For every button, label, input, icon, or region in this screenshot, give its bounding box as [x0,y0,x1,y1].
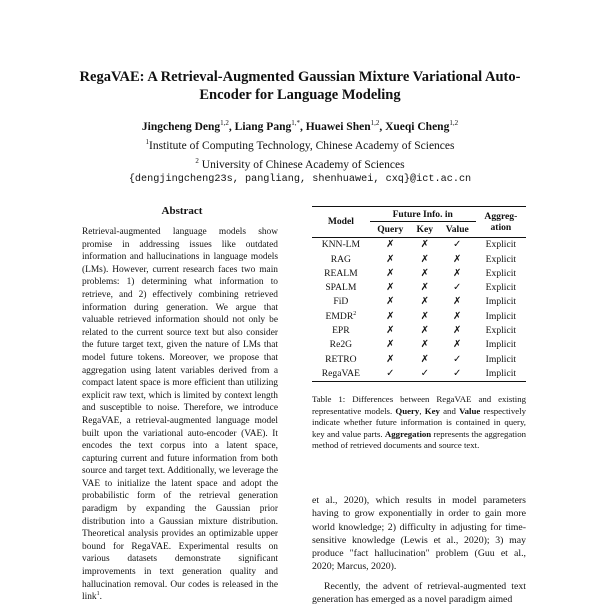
author-names: Jingcheng Deng$^{1,2}$, Liang Pang$^{1,*}$, Huawei Shen$^{1,2}$, Xueqi Cheng$^{1,2}$ [141,119,459,133]
cell-query: ✗ [386,267,395,279]
author-name: Jingcheng Deng [141,120,221,133]
table-caption: Table 1: Differences between RegaVAE and existing representative models. Query, Key and Value respectively indicate whether future information is contained in query, key and value parts. Aggregation represents the aggregation method of retrieved documents and source text. [312,394,526,451]
cell-query: ✗ [370,237,411,252]
author-affil-mark: 1,2 [449,119,459,127]
affiliation-1: $^1$Institute of Computing Technology, Chinese Academy of Sciences [145,137,455,152]
cell-key: ✗ [420,267,429,279]
author-affil-mark: 1,* [291,119,300,127]
cell-value: ✗ [453,310,462,322]
col-header-value: Value [445,223,469,235]
cell-query: ✗ [386,253,395,265]
comparison-table [312,206,526,382]
cell-aggregation: Implicit [476,366,526,381]
paragraph: Recently, the advent of retrieval-augmented text generation has emerged as a novel paradigm aimed [312,580,526,606]
abstract-heading: Abstract [161,205,203,217]
cell-key: ✗ [411,237,439,252]
table-row [312,266,526,280]
table-row [312,237,526,252]
col-header-future-info: Future Info. in [370,207,476,222]
cell-model: RETRO [325,353,357,365]
cell-aggregation: Implicit [485,353,517,365]
cell-value: ✗ [453,339,462,351]
cell-value: ✓ [439,237,476,252]
body-text [312,494,526,612]
cell-query: ✗ [386,282,395,294]
cell-value: ✓ [453,353,462,365]
author-name: Liang Pang [234,120,292,133]
cell-model: REALM [324,267,358,279]
footnote-link-mark[interactable]: 1 [96,591,100,598]
author-affil-mark: 1,2 [220,119,229,127]
author-affil-mark: 1,2 [370,119,380,127]
author-emails: {dengjingcheng23s, pangliang, shenhuawei, cxq}@ict.ac.cn [128,174,472,186]
cell-value: ✗ [453,325,462,337]
cell-model: EPR [332,325,350,337]
cell-value: ✓ [453,282,462,294]
abstract-body: Retrieval-augmented language models show promise in addressing issues like outdated information and hallucinations in language models (LMs). However, current research faces two main problems: 1) determining what information to retrieve, and 2) effectively combining retrieved information during generation. We argue that valuable retrieved information should not only be related to the current source text but also consider the future target text, given the nature of LMs that model future tokens. Moreover, we propose that aggregation using latent variables derived from a compact latent space is more efficient than utilizing explicit raw text, which is limited by context length and susceptible to noise. Therefore, we introduce RegaVAE, a retrieval-augmented language model built upon the variational auto-encoder (VAE). It encodes the text corpus into a latent space, capturing current and future information from both source and target text. Additionally, we leverage the VAE to initialize the latent space and adopt the probabilistic form of the retrieval generation paradigm by expanding the Gaussian prior distribution into a Gaussian mixture distribution. Theoretical analysis provides an optimizable upper bound for RegaVAE. Experimental results on various datasets demonstrate significant improvements in text generation quality and hallucination removal. Our codes is released in the link$^1$. [82,227,278,603]
cell-query: ✗ [386,325,395,337]
cell-key: ✗ [420,325,429,337]
cell-aggregation: Implicit [485,310,517,322]
author-block [60,116,540,187]
cell-model: RAG [330,253,351,265]
cell-key: ✓ [411,366,439,381]
table-row [312,252,526,266]
cell-key: ✗ [420,296,429,308]
cell-key: ✗ [420,310,429,322]
cell-model: RegaVAE [312,366,370,381]
table-row [312,309,526,323]
cell-aggregation: Explicit [485,325,517,337]
cell-aggregation: Explicit [485,253,517,265]
col-header-aggregation: Aggreg- ation [476,207,526,238]
author-name: Xueqi Cheng [385,120,450,133]
cell-model: EMDR$^2$ [325,310,357,322]
cell-value: ✗ [453,253,462,265]
cell-query: ✗ [386,339,395,351]
cell-query: ✗ [386,296,395,308]
cell-query: ✓ [370,366,411,381]
cell-value: ✗ [453,296,462,308]
cell-aggregation: Explicit [485,282,517,294]
col-header-query: Query [377,223,404,235]
cell-model: FiD [333,296,349,308]
cell-aggregation: Explicit [485,267,517,279]
table-row [312,352,526,366]
table-body [312,237,526,381]
cell-key: ✗ [420,353,429,365]
cell-key: ✗ [420,253,429,265]
author-name: Huawei Shen [305,120,371,133]
cell-query: ✗ [386,310,395,322]
affiliation-2: $^2$ University of Chinese Academy of Sciences [195,156,405,171]
paragraph: et al., 2020), which results in model parameters having to grow exponentially in order to gain more world knowledge; 2) difficulty in adjusting for time-sensitive knowledge (Lewis et al., 2020); 3) may produce "fact hallucination" problem (Guu et al., 2020; Marcus, 2020). [312,495,526,573]
cell-model: KNN-LM [312,237,370,252]
cell-aggregation: Implicit [485,339,517,351]
cell-key: ✗ [420,339,429,351]
cell-query: ✗ [386,353,395,365]
col-header-model: Model [312,207,370,238]
cell-model: Re2G [329,339,353,351]
cell-key: ✗ [420,282,429,294]
table-row [312,338,526,352]
cell-aggregation: Implicit [485,296,517,308]
cell-model: SPALM [325,282,357,294]
cell-value: ✗ [453,267,462,279]
paper-title: RegaVAE: A Retrieval-Augmented Gaussian Mixture Variational Auto-Encoder for Language Modeling [79,69,521,103]
cell-value: ✓ [439,366,476,381]
table-row [312,295,526,309]
table-row [312,366,526,381]
table-row [312,323,526,337]
col-header-key: Key [416,223,434,235]
cell-aggregation: Explicit [476,237,526,252]
table-row [312,280,526,294]
